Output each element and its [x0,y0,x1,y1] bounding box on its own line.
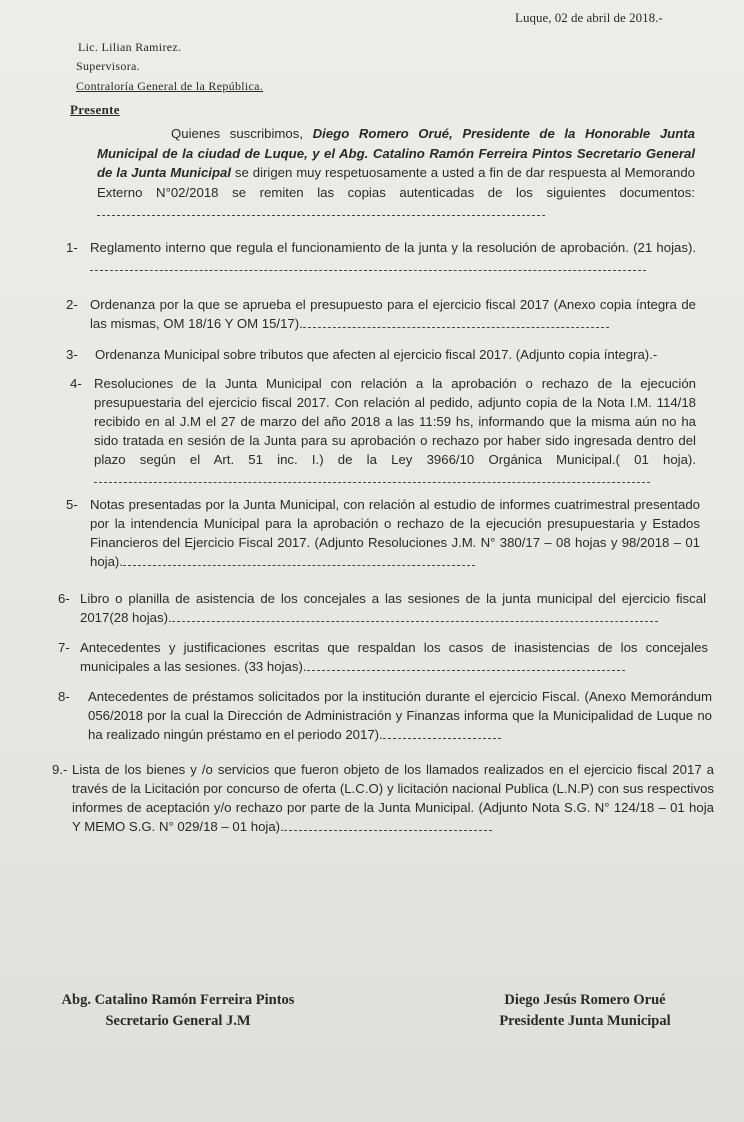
dotted-leader [303,326,609,328]
dotted-leader [383,737,501,739]
intro-bold: Diego Romero Orué, Presidente de la Honorable Junta Municipal de la ciudad de Luque, y el Abg. Catalino Ramón Ferreira Pintos Secretario General de la Junta Municipal [97,126,695,180]
item-text: Resoluciones de la Junta Municipal con relación a la aprobación o rechazo de la ejecución presupuestaria del ejercicio fiscal 2017. Con relación al pedido, adjunto copia de la Nota I.M. 114/18 recibido en al J.M el 27 de marzo del año 2018 a las 11:59 hs, informando que la misma aún no ha sido tratada en sesión de la Junta para su aprobación o rechazo por haber sido ingresada dentro del plazo según el Art. 51 inc. I.) de la Ley 3966/10 Orgánica Municipal.( 01 hoja). [94,376,696,467]
item-text: Lista de los bienes y /o servicios que fueron objeto de los llamados realizados en el ejercicio fiscal 2017 a través de la Licitación por concurso de oferta (L.C.O) y licitación nacional Publica (L.N.P) con sus respectivos informes de aceptación y/o rechazo por parte de la Junta Municipal. (Adjunto Nota S.G. N° 124/18 – 01 hoja Y MEMO S.G. N° 029/18 – 01 hoja). [72,762,714,834]
item-number: 6- [58,591,70,606]
letter-date: Luque, 02 de abril de 2018.- [515,10,663,25]
dotted-leader [172,620,658,622]
recipient-position: Supervisora. [76,59,140,73]
dotted-leader [94,481,650,483]
item-number: 3- [66,347,78,362]
dotted-leader [123,564,475,566]
recipient-institution: Contraloría General de la República. [76,79,264,93]
intro-part2: se dirigen muy respetuosamente a usted a fin de dar respuesta al Memorando Externo N°02/2018 se remiten las copias autenticadas de los siguientes documentos: [97,165,695,200]
list-item [66,345,696,364]
list-item [58,589,706,627]
item-number: 2- [66,297,78,312]
intro-paragraph [97,124,695,222]
signature-block-left [38,990,318,1032]
item-text: Antecedentes de préstamos solicitados por la institución durante el ejercicio Fiscal. (Anexo Memorándum 056/2018 por la cual la Dirección de Administración y Finanzas informa que la Municipalidad de Luque no ha realizado ningún préstamo en el periodo 2017). [88,689,712,742]
signer-role: Secretario General J.M [105,1013,251,1029]
dotted-leader [307,669,625,671]
item-text: Libro o planilla de asistencia de los concejales a las sesiones de la junta municipal del ejercicio fiscal 2017(28 hojas). [80,591,706,625]
item-number: 5- [66,497,78,512]
item-text: Antecedentes y justificaciones escritas que respaldan los casos de inasistencias de los concejales municipales a las sesiones. (33 hojas). [80,640,708,674]
list-item [66,238,696,276]
item-text: Ordenanza Municipal sobre tributos que afecten al ejercicio fiscal 2017. (Adjunto copia íntegra).- [95,347,658,362]
dotted-leader [97,214,545,216]
item-text: Notas presentadas por la Junta Municipal, con relación al estudio de informes cuatrimestral presentado por la intendencia Municipal para la aprobación o rechazo de la ejecución presupuestaria y Estados Financieros del Ejercicio Fiscal 2017. (Adjunto Resoluciones J.M. N° 380/17 – 08 hojas y 98/2018 – 01 hoja). [90,497,700,569]
item-number: 4- [70,376,82,391]
recipient-name: Lic. Lilian Ramirez. [78,40,182,54]
item-number: 9.- [52,762,68,777]
item-text: Ordenanza por la que se aprueba el presupuesto para el ejercicio fiscal 2017 (Anexo copia íntegra de las mismas, OM 18/16 Y OM 15/17). [90,297,696,331]
intro-part1: Quienes suscribimos, [171,126,313,141]
list-item [52,760,714,836]
list-item [70,374,696,488]
item-number: 7- [58,640,70,655]
item-text: Reglamento interno que regula el funcionamiento de la junta y la resolución de aprobación. (21 hojas). [90,240,696,255]
signature-block-right [470,990,700,1032]
item-number: 1- [66,240,78,255]
dotted-leader [284,829,492,831]
signer-name: Abg. Catalino Ramón Ferreira Pintos [61,992,295,1008]
signer-name: Diego Jesús Romero Orué [504,992,666,1008]
dotted-leader [90,269,646,271]
list-item [66,295,696,333]
signer-role: Presidente Junta Municipal [499,1013,671,1029]
item-number: 8- [58,689,70,704]
greeting: Presente [70,102,120,117]
list-item [58,638,708,676]
list-item [58,687,712,744]
list-item [66,495,700,571]
